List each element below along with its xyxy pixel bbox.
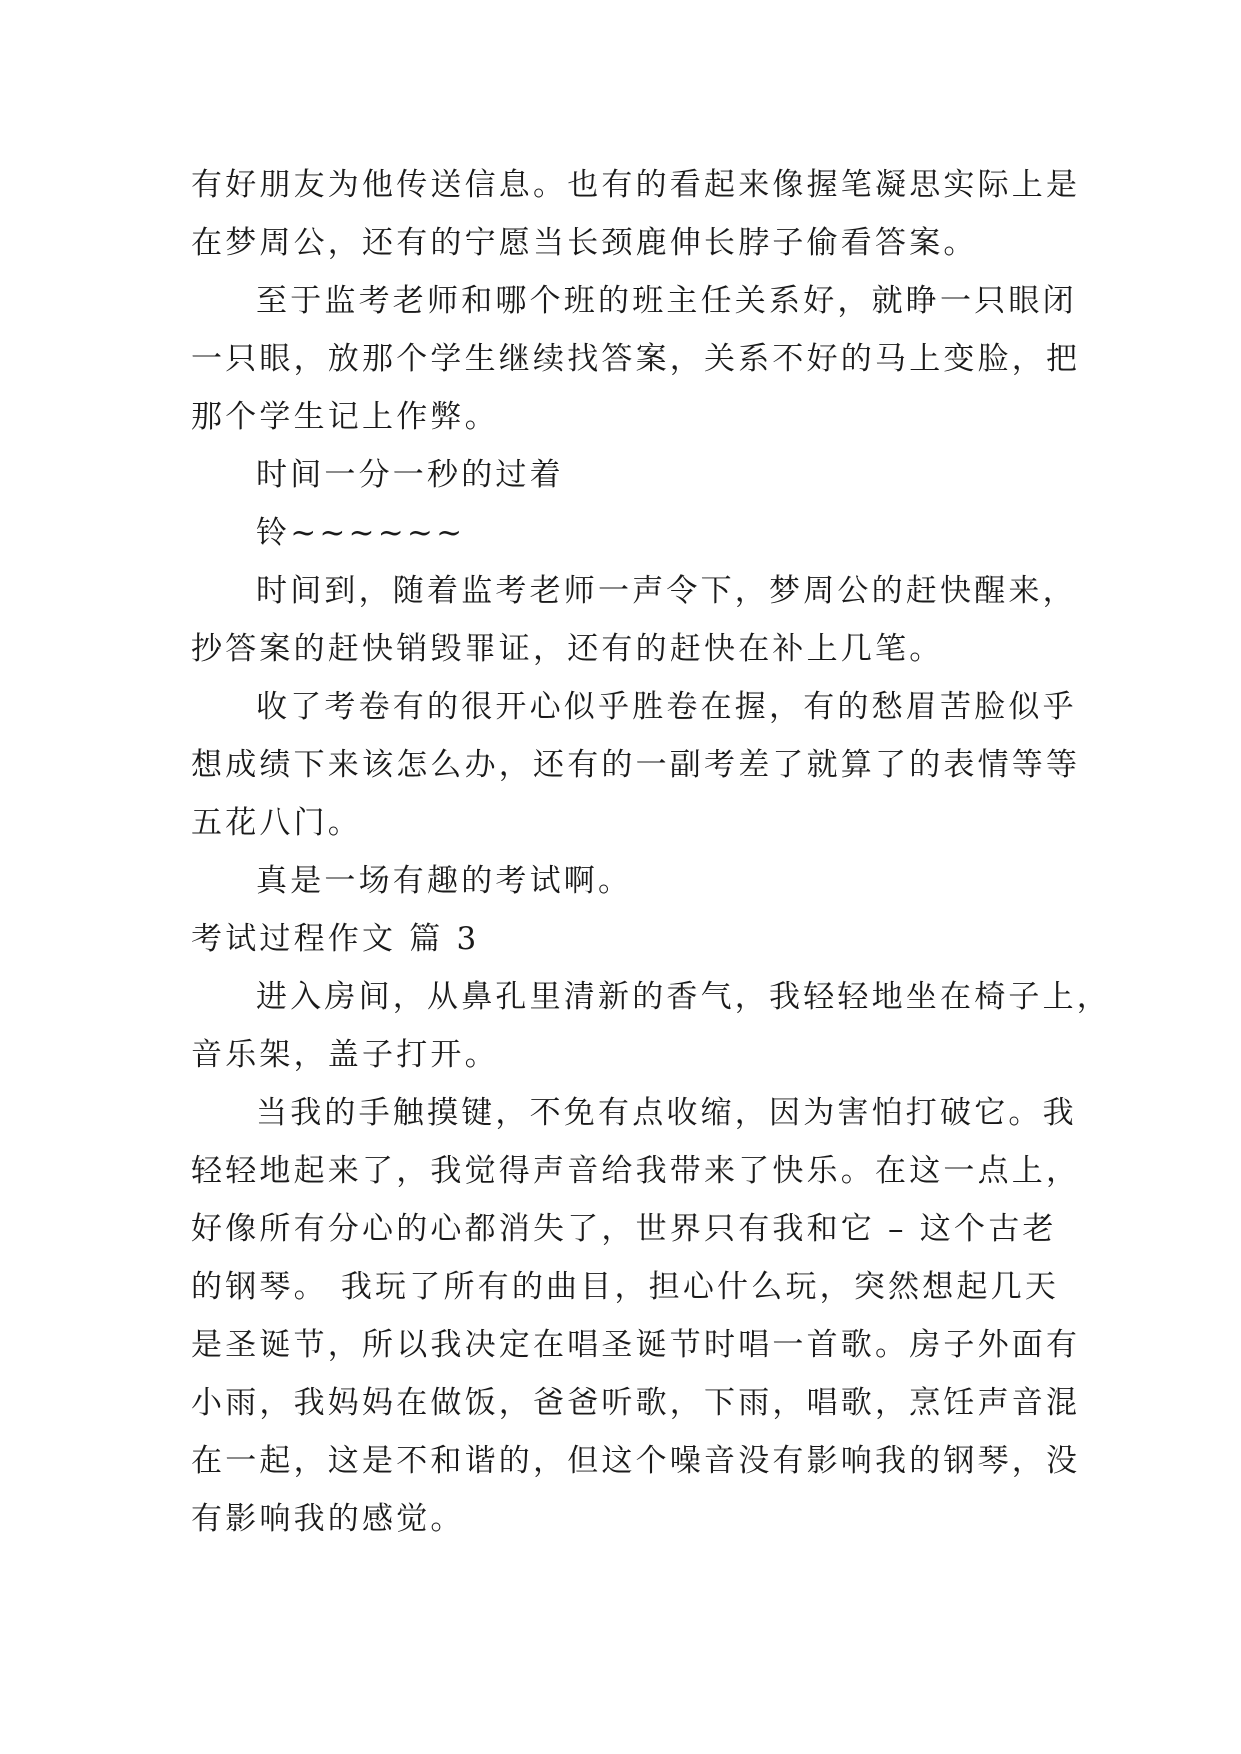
text-line: 抄答案的赶快销毁罪证，还有的赶快在补上几笔。: [191, 631, 944, 667]
text-line: 是圣诞节，所以我决定在唱圣诞节时唱一首歌。房子外面有: [191, 1327, 1081, 1363]
section-heading: 考试过程作文 篇 3: [191, 921, 480, 957]
text-line: 在梦周公，还有的宁愿当长颈鹿伸长脖子偷看答案。: [191, 225, 978, 261]
text-line: 轻轻地起来了，我觉得声音给我带来了快乐。在这一点上，: [191, 1153, 1081, 1189]
text-line: 想成绩下来该怎么办，还有的一副考差了就算了的表情等等: [191, 747, 1081, 783]
text-line: 当我的手触摸键，不免有点收缩，因为害怕打破它。我: [256, 1095, 1077, 1131]
text-line: 时间一分一秒的过着: [256, 457, 564, 493]
text-line: 音乐架，盖子打开。: [191, 1037, 499, 1073]
text-line: 的钢琴。 我玩了所有的曲目，担心什么玩，突然想起几天: [191, 1269, 1060, 1305]
text-line: 有好朋友为他传送信息。也有的看起来像握笔凝思实际上是: [191, 167, 1081, 203]
text-line: 在一起，这是不和谐的，但这个噪音没有影响我的钢琴，没: [191, 1443, 1081, 1479]
text-line: 铃~~~~~~: [256, 515, 466, 551]
text-line: 好像所有分心的心都消失了，世界只有我和它 – 这个古老: [191, 1211, 1057, 1247]
text-line: 真是一场有趣的考试啊。: [256, 863, 633, 899]
text-line: 一只眼，放那个学生继续找答案，关系不好的马上变脸，把: [191, 341, 1081, 377]
text-line: 有影响我的感觉。: [191, 1501, 465, 1537]
text-line: 小雨，我妈妈在做饭，爸爸听歌，下雨，唱歌，烹饪声音混: [191, 1385, 1081, 1421]
text-line: 时间到，随着监考老师一声令下，梦周公的赶快醒来，: [256, 573, 1077, 609]
text-line: 那个学生记上作弊。: [191, 399, 499, 435]
text-line: 收了考卷有的很开心似乎胜卷在握，有的愁眉苦脸似乎: [256, 689, 1077, 725]
text-line: 进入房间，从鼻孔里清新的香气，我轻轻地坐在椅子上，: [256, 979, 1111, 1015]
text-line: 五花八门。: [191, 805, 362, 841]
text-line: 至于监考老师和哪个班的班主任关系好，就睁一只眼闭: [256, 283, 1077, 319]
